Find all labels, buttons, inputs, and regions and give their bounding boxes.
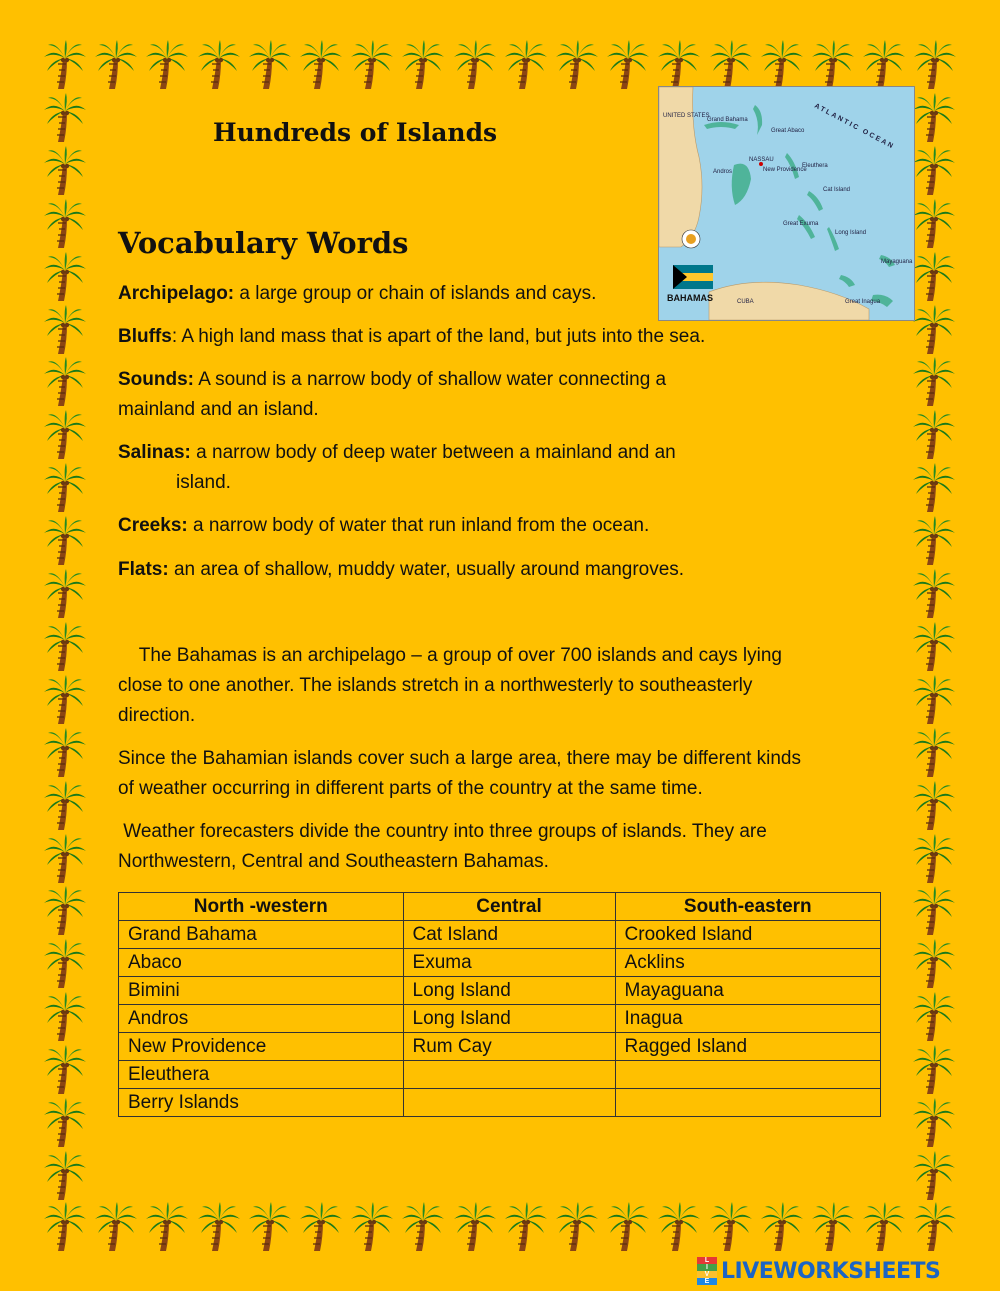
palm-tree-icon <box>554 40 600 90</box>
palm-tree-icon <box>911 834 957 884</box>
table-cell: Long Island <box>403 1005 615 1033</box>
map-label-new-providence: New Providence <box>763 167 807 173</box>
palm-tree-icon <box>911 728 957 778</box>
table-cell <box>403 1089 615 1117</box>
palm-tree-icon <box>452 40 498 90</box>
palm-tree-icon <box>911 569 957 619</box>
palm-tree-icon <box>912 1202 958 1252</box>
map-label-ocean: ATLANTIC OCEAN <box>813 102 896 151</box>
palm-tree-icon <box>42 93 88 143</box>
map-label-andros: Andros <box>713 169 733 175</box>
table-row <box>119 921 881 949</box>
palm-tree-icon <box>42 728 88 778</box>
palm-tree-icon <box>911 939 957 989</box>
palm-tree-icon <box>911 252 957 302</box>
table-cell: Andros <box>119 1005 404 1033</box>
palm-tree-icon <box>42 463 88 513</box>
palm-tree-icon <box>144 40 190 90</box>
column-header-northwestern: North -western <box>119 893 404 921</box>
palm-tree-icon <box>400 40 446 90</box>
palm-tree-icon <box>911 1151 957 1201</box>
palm-tree-icon <box>247 40 293 90</box>
map-label-great-exuma: Great Exuma <box>783 221 819 227</box>
table-cell <box>615 1061 880 1089</box>
palm-tree-icon <box>911 305 957 355</box>
palm-tree-icon <box>42 1045 88 1095</box>
map-label-long-island: Long Island <box>835 230 867 236</box>
palm-tree-icon <box>605 1202 651 1252</box>
table-row <box>119 949 881 977</box>
palm-tree-icon <box>912 40 958 90</box>
palm-tree-icon <box>656 1202 702 1252</box>
table-cell: Berry Islands <box>119 1089 404 1117</box>
palm-tree-icon <box>810 40 856 90</box>
table-row <box>119 1033 881 1061</box>
table-cell: Acklins <box>615 949 880 977</box>
vocab-archipelago: Archipelago: a large group or chain of islands and cays. <box>118 283 597 304</box>
map-label-us: UNITED STATES <box>663 113 710 119</box>
palm-tree-icon <box>911 146 957 196</box>
palm-tree-icon <box>810 1202 856 1252</box>
map-label-bahamas: BAHAMAS <box>667 293 713 303</box>
liveworksheets-logo-icon: L I V E <box>697 1257 717 1285</box>
palm-tree-icon <box>42 1202 88 1252</box>
map-label-grand-bahama: Grand Bahama <box>707 117 748 123</box>
paragraph-archipelago: The Bahamas is an archipelago – a group of over 700 islands and cays lying close to one another. The islands stretch in a northwesterly to southeasterly direction. <box>118 645 782 726</box>
palm-tree-icon <box>911 199 957 249</box>
map-label-cuba: CUBA <box>737 299 754 305</box>
palm-tree-icon <box>42 252 88 302</box>
column-header-central: Central <box>403 893 615 921</box>
palm-tree-icon <box>247 1202 293 1252</box>
palm-tree-icon <box>503 1202 549 1252</box>
palm-tree-icon <box>759 1202 805 1252</box>
table-cell: Grand Bahama <box>119 921 404 949</box>
palm-tree-icon <box>911 886 957 936</box>
vocab-salinas: Salinas: a narrow body of deep water between a mainland and an island. <box>118 442 676 493</box>
palm-tree-icon <box>196 40 242 90</box>
paragraph-forecasters: Weather forecasters divide the country into three groups of islands. They are Northwestern, Central and Southeastern Bahamas. <box>118 821 767 872</box>
bahamas-flag <box>673 265 713 289</box>
table-cell: Bimini <box>119 977 404 1005</box>
palm-tree-icon <box>349 1202 395 1252</box>
column-header-southeastern: South-eastern <box>615 893 880 921</box>
vocabulary-heading: Vocabulary Words <box>118 226 409 260</box>
liveworksheets-text: LIVEWORKSHEETS <box>721 1258 941 1284</box>
table-header-row <box>119 893 881 921</box>
map-label-cat-island: Cat Island <box>823 187 851 193</box>
palm-tree-icon <box>42 939 88 989</box>
palm-tree-icon <box>144 1202 190 1252</box>
palm-tree-icon <box>42 410 88 460</box>
palm-tree-icon <box>42 146 88 196</box>
palm-tree-icon <box>196 1202 242 1252</box>
palm-tree-icon <box>298 40 344 90</box>
palm-tree-icon <box>42 569 88 619</box>
palm-tree-icon <box>42 781 88 831</box>
vocab-bluffs: Bluffs: A high land mass that is apart of the land, but juts into the sea. <box>118 326 706 347</box>
island-groups-table <box>118 892 881 1117</box>
map-label-eleuthera: Eleuthera <box>802 163 828 169</box>
map-label-mayaguana: Mayaguana <box>881 259 913 265</box>
palm-tree-icon <box>861 1202 907 1252</box>
table-row <box>119 1061 881 1089</box>
palm-tree-icon <box>911 410 957 460</box>
palm-tree-icon <box>42 40 88 90</box>
table-cell: New Providence <box>119 1033 404 1061</box>
palm-tree-icon <box>708 1202 754 1252</box>
palm-tree-icon <box>911 516 957 566</box>
palm-tree-icon <box>42 622 88 672</box>
table-cell: Cat Island <box>403 921 615 949</box>
palm-tree-icon <box>605 40 651 90</box>
table-row <box>119 1005 881 1033</box>
palm-tree-icon <box>911 781 957 831</box>
page-title: Hundreds of Islands <box>213 118 498 147</box>
palm-tree-icon <box>42 199 88 249</box>
palm-tree-icon <box>42 886 88 936</box>
palm-tree-icon <box>503 40 549 90</box>
table-cell: Abaco <box>119 949 404 977</box>
map-label-nassau: NASSAU <box>749 157 774 163</box>
vocab-creeks: Creeks: a narrow body of water that run inland from the ocean. <box>118 515 650 536</box>
palm-tree-icon <box>298 1202 344 1252</box>
palm-tree-icon <box>42 675 88 725</box>
table-cell: Ragged Island <box>615 1033 880 1061</box>
palm-tree-icon <box>911 1045 957 1095</box>
palm-tree-icon <box>93 1202 139 1252</box>
vocab-sounds: Sounds: A sound is a narrow body of shallow water connecting a mainland and an island. <box>118 369 667 420</box>
liveworksheets-watermark <box>697 1256 940 1286</box>
table-cell: Rum Cay <box>403 1033 615 1061</box>
palm-tree-icon <box>911 93 957 143</box>
palm-tree-icon <box>911 1098 957 1148</box>
palm-tree-icon <box>93 40 139 90</box>
palm-tree-icon <box>42 1151 88 1201</box>
vocab-flats: Flats: an area of shallow, muddy water, usually around mangroves. <box>118 559 685 580</box>
palm-tree-icon <box>42 992 88 1042</box>
table-cell: Exuma <box>403 949 615 977</box>
map-label-great-abaco: Great Abaco <box>771 128 805 134</box>
palm-tree-icon <box>708 40 754 90</box>
bahamas-map <box>658 86 915 321</box>
palm-tree-icon <box>42 516 88 566</box>
palm-tree-icon <box>42 305 88 355</box>
table-cell: Inagua <box>615 1005 880 1033</box>
table-cell: Crooked Island <box>615 921 880 949</box>
table-cell <box>403 1061 615 1089</box>
table-row <box>119 1089 881 1117</box>
palm-tree-icon <box>452 1202 498 1252</box>
table-cell: Mayaguana <box>615 977 880 1005</box>
palm-tree-icon <box>911 622 957 672</box>
table-row <box>119 977 881 1005</box>
palm-tree-icon <box>911 463 957 513</box>
table-cell: Long Island <box>403 977 615 1005</box>
palm-tree-icon <box>42 357 88 407</box>
palm-tree-icon <box>400 1202 446 1252</box>
palm-tree-icon <box>861 40 907 90</box>
paragraph-weather: Since the Bahamian islands cover such a large area, there may be different kinds of weather occurring in different parts of the country at the same time. <box>118 748 801 799</box>
palm-tree-icon <box>911 992 957 1042</box>
palm-tree-icon <box>911 357 957 407</box>
palm-tree-icon <box>554 1202 600 1252</box>
palm-tree-icon <box>42 1098 88 1148</box>
palm-tree-icon <box>759 40 805 90</box>
table-cell: Eleuthera <box>119 1061 404 1089</box>
table-cell <box>615 1089 880 1117</box>
palm-tree-icon <box>656 40 702 90</box>
palm-tree-icon <box>911 675 957 725</box>
map-label-great-inagua: Great Inagua <box>845 299 881 305</box>
palm-tree-icon <box>349 40 395 90</box>
palm-tree-icon <box>42 834 88 884</box>
